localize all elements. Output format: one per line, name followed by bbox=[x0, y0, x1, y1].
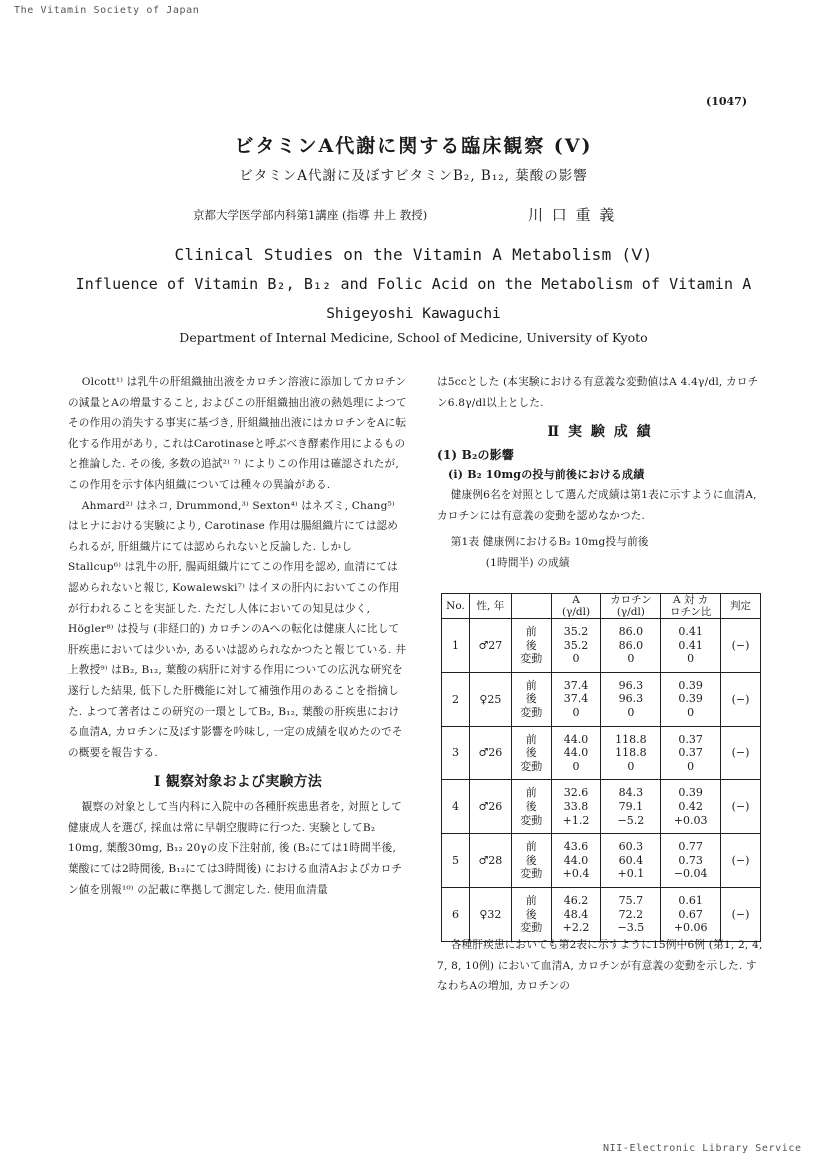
affiliation-ja: 京都大学医学部内科第1講座 (指導 井上 教授) bbox=[193, 208, 428, 222]
ratio-value: 0.41 bbox=[678, 638, 703, 652]
carotene-value: 86.0 bbox=[618, 625, 644, 638]
ratio-value: −0.04 bbox=[673, 867, 708, 881]
a-value: 33.8 bbox=[563, 799, 589, 813]
results-table bbox=[441, 593, 761, 942]
intro-paragraph-2: Ahmard²⁾ はネコ, Drummond,³⁾ Sexton⁴⁾ はネズミ, Chang⁵⁾ はヒナにおける実験により, Carotinase 作用は腸組織片にては認められるが, 肝組織片にては認められないと反論した. しかし Stallcup⁶⁾ は乳牛の肝, 腸両組織片にてこの作用を認め, 血清にては認められないと報じ, Kowalewski⁷⁾ はイヌの肝内においてこの作用が行われることを実証した. ただし人体においての知見は少く, Högler⁸⁾ は投与 (非経口的) カロチンのAへの転化は健康人に比して肝疾患においては少いか, あるいは認められなかつたと報じている. 井上教授⁹⁾ はB₂, B₁₂, 葉酸の病肝に対する作用についての広汎な研究を遂行した結果, 低下した肝機能に対して補強作用のあることを指摘した. よつて著者はこの研究の一環としてB₂, B₁₂, 葉酸の肝疾患における血清A, カロチンに及ぼす影響を吟味し, 一定の成績を収めたのでその概要を報告する. bbox=[68, 499, 407, 759]
table-row bbox=[442, 887, 761, 941]
table-caption-line-1: 第1表 健康例におけるB₂ 10mg投与前後 bbox=[450, 536, 649, 549]
table-row bbox=[442, 834, 761, 888]
row-number: 6 bbox=[442, 887, 470, 941]
col-carotene: カロチン (γ/dl) bbox=[601, 594, 661, 619]
author-en: Shigeyoshi Kawaguchi bbox=[326, 306, 501, 322]
row-sex-age: ♂27 bbox=[469, 619, 511, 673]
phase-label: 変動 bbox=[520, 759, 543, 773]
table-caption-line-2: (1時間半) の成績 bbox=[485, 556, 570, 569]
carotene-value: −3.5 bbox=[617, 921, 645, 935]
subtitle-en: Influence of Vitamin B₂, B₁₂ and Folic Acid on the Metabolism of Vitamin A bbox=[75, 275, 752, 293]
table-row bbox=[442, 780, 761, 834]
phase-label: 前 bbox=[525, 625, 537, 638]
table-row bbox=[442, 672, 761, 726]
row-carotene-values bbox=[601, 780, 661, 834]
ratio-value: 0.77 bbox=[678, 840, 703, 854]
carotene-value: 75.7 bbox=[618, 893, 644, 907]
carotene-value: 72.2 bbox=[618, 907, 644, 921]
row-phase-labels bbox=[511, 780, 551, 834]
ratio-value: 0.73 bbox=[678, 853, 703, 867]
a-value: 44.0 bbox=[563, 746, 589, 760]
row-a-values bbox=[551, 887, 601, 941]
row-judgment: (−) bbox=[721, 619, 761, 673]
row-judgment: (−) bbox=[721, 726, 761, 780]
row-phase-labels bbox=[511, 619, 551, 673]
row-sex-age: ♂28 bbox=[469, 834, 511, 888]
section-heading-2: Ⅱ 実 験 成 績 bbox=[547, 424, 653, 441]
carotene-value: +0.1 bbox=[617, 867, 645, 881]
subtitle-ja: ビタミンA代謝に及ぼすビタミンB₂, B₁₂, 葉酸の影響 bbox=[239, 168, 588, 184]
a-value: +1.2 bbox=[562, 813, 590, 827]
carotene-value: 84.3 bbox=[618, 786, 644, 800]
ratio-value: 0.41 bbox=[678, 625, 703, 638]
row-phase-labels bbox=[511, 887, 551, 941]
source-footer: NII-Electronic Library Service bbox=[603, 1143, 802, 1154]
a-value: +0.4 bbox=[562, 867, 590, 881]
row-phase-labels bbox=[511, 726, 551, 780]
a-value: 0 bbox=[572, 652, 580, 666]
col-judgment: 判定 bbox=[721, 594, 761, 619]
intro-paragraph-1: Olcott¹⁾ は乳牛の肝組織抽出液をカロチン溶液に添加してカロチンの減量とAの増量すること, およびこの肝組織抽出液の熱処理によつてその作用の消失する事実に基づき, 肝組織抽出液にはカロチンをAに転化する作用があり, これはCarotinaseと呼ぶべき酵素作用によるものと推論した. その後, 多数の追試²⁾ ⁷⁾ によりこの作用は確認されたが, この作用を示す体内組織については種々の異論がある. bbox=[68, 376, 407, 491]
carotene-value: 0 bbox=[627, 759, 635, 773]
row-carotene-values bbox=[601, 887, 661, 941]
row-judgment: (−) bbox=[721, 672, 761, 726]
carotene-value: 60.3 bbox=[618, 840, 644, 854]
a-value: 35.2 bbox=[563, 638, 589, 652]
ratio-value: 0.42 bbox=[678, 799, 703, 813]
carotene-value: 79.1 bbox=[618, 799, 644, 813]
a-value: 37.4 bbox=[563, 692, 589, 706]
subsection-b2-i: (i) B₂ 10mgの投与前後における成績 bbox=[448, 468, 645, 482]
row-phase-labels bbox=[511, 834, 551, 888]
row-number: 5 bbox=[442, 834, 470, 888]
phase-label: 前 bbox=[525, 893, 537, 907]
phase-label: 変動 bbox=[520, 867, 543, 881]
right-column-lower bbox=[437, 935, 763, 997]
carotene-value: 96.3 bbox=[618, 692, 644, 706]
row-ratio-values bbox=[661, 672, 721, 726]
row-number: 2 bbox=[442, 672, 470, 726]
a-value: 48.4 bbox=[563, 907, 589, 921]
phase-label: 変動 bbox=[520, 652, 543, 666]
a-value: 0 bbox=[572, 705, 580, 719]
phase-label: 変動 bbox=[520, 921, 543, 935]
col-a: A (γ/dl) bbox=[551, 594, 601, 619]
row-sex-age: ♂26 bbox=[469, 780, 511, 834]
row-number: 4 bbox=[442, 780, 470, 834]
carotene-value: 0 bbox=[627, 652, 635, 666]
ratio-value: 0 bbox=[687, 705, 695, 719]
row-number: 3 bbox=[442, 726, 470, 780]
ratio-value: 0.61 bbox=[678, 893, 703, 907]
ratio-value: 0 bbox=[687, 652, 695, 666]
a-value: 44.0 bbox=[563, 732, 589, 746]
ratio-value: 0 bbox=[687, 759, 695, 773]
author-ja: 川 口 重 義 bbox=[528, 206, 617, 224]
row-judgment: (−) bbox=[721, 780, 761, 834]
a-value: 44.0 bbox=[563, 853, 589, 867]
ratio-value: 0.37 bbox=[678, 746, 703, 760]
phase-label: 前 bbox=[525, 786, 537, 800]
a-value: 37.4 bbox=[563, 678, 589, 692]
phase-label: 後 bbox=[525, 692, 537, 706]
row-a-values bbox=[551, 672, 601, 726]
row-carotene-values bbox=[601, 726, 661, 780]
section-heading-1: Ⅰ 観察対象および実験方法 bbox=[153, 774, 323, 791]
ratio-value: +0.06 bbox=[673, 921, 708, 935]
a-value: 43.6 bbox=[563, 840, 589, 854]
a-value: 35.2 bbox=[563, 625, 589, 638]
right-column bbox=[437, 372, 763, 580]
table-row bbox=[442, 619, 761, 673]
ratio-value: 0.39 bbox=[678, 786, 703, 800]
affiliation-en: Department of Internal Medicine, School of Medicine, University of Kyoto bbox=[179, 330, 648, 345]
row-a-values bbox=[551, 834, 601, 888]
results-paragraph-2: 各種肝疾患においても第2表に示すように15例中6例 (第1, 2, 4, 7, 8, 10例) において血清A, カロチンが有意義の変動を示した. すなわちAの増加, カロチンの bbox=[437, 939, 763, 993]
carotene-value: 86.0 bbox=[618, 638, 644, 652]
row-sex-age: ♂26 bbox=[469, 726, 511, 780]
row-a-values bbox=[551, 619, 601, 673]
phase-label: 変動 bbox=[520, 705, 543, 719]
title-ja: ビタミンA代謝に関する臨床観察 (Ⅴ) bbox=[234, 135, 593, 157]
carotene-value: 96.3 bbox=[618, 678, 644, 692]
phase-label: 前 bbox=[525, 732, 537, 746]
a-value: 46.2 bbox=[563, 893, 589, 907]
phase-label: 前 bbox=[525, 678, 537, 692]
ratio-value: 0.67 bbox=[678, 907, 703, 921]
phase-label: 後 bbox=[525, 746, 537, 760]
col-ratio: A 対 カ ロチン比 bbox=[661, 594, 721, 619]
row-ratio-values bbox=[661, 887, 721, 941]
left-column bbox=[68, 372, 408, 900]
ratio-value: +0.03 bbox=[673, 813, 708, 827]
results-paragraph-1: 健康例6名を対照として選んだ成績は第1表に示すように血清A, カロチンには有意義の変動を認めなかつた. bbox=[437, 489, 757, 522]
a-value: 32.6 bbox=[563, 786, 589, 800]
row-number: 1 bbox=[442, 619, 470, 673]
col-phase bbox=[511, 594, 551, 619]
title-en: Clinical Studies on the Vitamin A Metabolism (Ⅴ) bbox=[174, 245, 653, 264]
a-value: 0 bbox=[572, 759, 580, 773]
row-a-values bbox=[551, 726, 601, 780]
row-a-values bbox=[551, 780, 601, 834]
carotene-value: 60.4 bbox=[618, 853, 644, 867]
row-judgment: (−) bbox=[721, 887, 761, 941]
row-phase-labels bbox=[511, 672, 551, 726]
col-sex-age: 性, 年 bbox=[469, 594, 511, 619]
carotene-value: −5.2 bbox=[617, 813, 645, 827]
col-no: No. bbox=[442, 594, 470, 619]
phase-label: 後 bbox=[525, 799, 537, 813]
phase-label: 前 bbox=[525, 840, 537, 854]
table-header-row bbox=[442, 594, 761, 619]
phase-label: 後 bbox=[525, 638, 537, 652]
row-ratio-values bbox=[661, 834, 721, 888]
methods-paragraph: 観察の対象として当内科に入院中の各種肝疾患患者を, 対照として健康成人を選び, 採血は常に早朝空腹時に行つた. 実験としてB₂ 10mg, 葉酸30mg, B₁₂ 20γの皮下注射前, 後 (B₂にては1時間半後, 葉酸にては2時間後, B₁₂にては3時間後) における血清Aおよびカロチン値を別報¹⁰⁾ の記載に準拠して測定した. 使用血清量 bbox=[68, 801, 403, 896]
row-carotene-values bbox=[601, 619, 661, 673]
row-sex-age: ♀32 bbox=[469, 887, 511, 941]
a-value: +2.2 bbox=[562, 921, 590, 935]
carotene-value: 0 bbox=[627, 705, 635, 719]
methods-continued: は5ccとした (本実験における有意義な変動値はA 4.4γ/dl, カロチン6.8γ/dl以上とした. bbox=[437, 376, 759, 409]
page-number: (1047) bbox=[706, 95, 748, 108]
row-carotene-values bbox=[601, 834, 661, 888]
phase-label: 変動 bbox=[520, 813, 543, 827]
row-judgment: (−) bbox=[721, 834, 761, 888]
ratio-value: 0.39 bbox=[678, 678, 703, 692]
row-ratio-values bbox=[661, 726, 721, 780]
table-row bbox=[442, 726, 761, 780]
source-header: The Vitamin Society of Japan bbox=[14, 5, 200, 16]
row-ratio-values bbox=[661, 619, 721, 673]
row-carotene-values bbox=[601, 672, 661, 726]
ratio-value: 0.39 bbox=[678, 692, 703, 706]
phase-label: 後 bbox=[525, 907, 537, 921]
row-ratio-values bbox=[661, 780, 721, 834]
carotene-value: 118.8 bbox=[615, 746, 647, 760]
ratio-value: 0.37 bbox=[678, 732, 703, 746]
carotene-value: 118.8 bbox=[615, 732, 647, 746]
subsection-b2: (1) B₂の影響 bbox=[437, 448, 515, 463]
row-sex-age: ♀25 bbox=[469, 672, 511, 726]
phase-label: 後 bbox=[525, 853, 537, 867]
